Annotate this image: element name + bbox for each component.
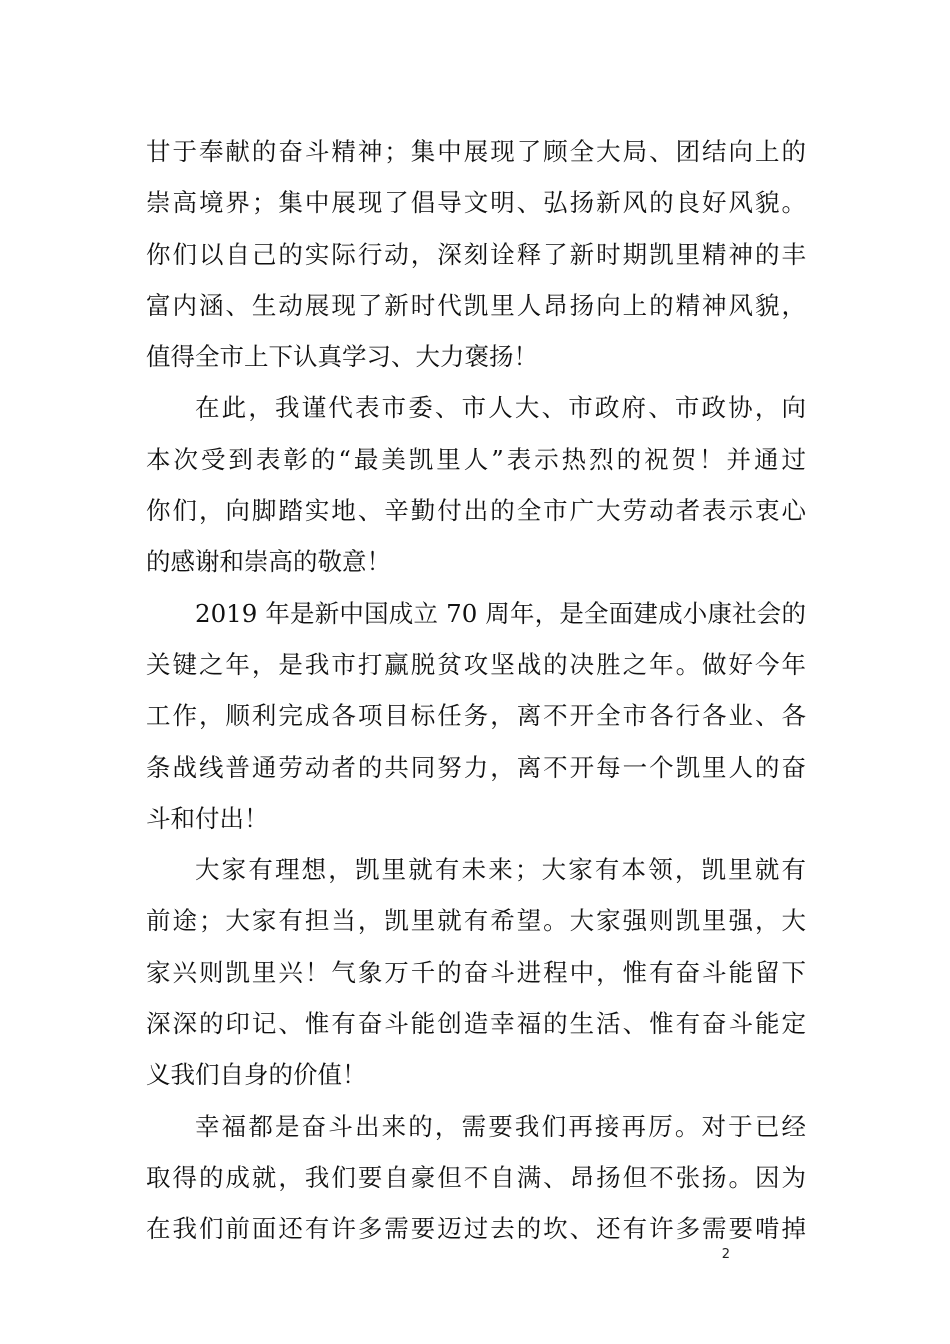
text-line: 工作，顺利完成各项目标任务，离不开全市各行各业、各 <box>146 701 806 731</box>
text-line: 崇高境界；集中展现了倡导文明、弘扬新风的良好风貌。 <box>146 188 806 218</box>
text-line: 在此，我谨代表市委、市人大、市政府、市政协，向 <box>195 393 806 423</box>
text-line: 深深的印记、惟有奋斗能创造幸福的生活、惟有奋斗能定 <box>146 1009 806 1039</box>
text-line: 前途；大家有担当，凯里就有希望。大家强则凯里强，大 <box>146 906 806 936</box>
text-line: 富内涵、生动展现了新时代凯里人昂扬向上的精神风貌， <box>146 290 806 320</box>
text-line: 斗和付出！ <box>146 803 269 833</box>
text-line: 你们以自己的实际行动，深刻诠释了新时期凯里精神的丰 <box>146 239 806 269</box>
text-line: 大家有理想，凯里就有未来；大家有本领，凯里就有 <box>195 855 806 885</box>
text-line: 本次受到表彰的“最美凯里人”表示热烈的祝贺！并通过 <box>146 444 806 474</box>
text-line: 在我们前面还有许多需要迈过去的坎、还有许多需要啃掉 <box>146 1214 806 1244</box>
page-number: 2 <box>721 1247 730 1262</box>
text-line: 2019 年是新中国成立 70 周年，是全面建成小康社会的 <box>195 598 806 628</box>
text-line: 的感谢和崇高的敬意！ <box>146 547 391 577</box>
text-line: 你们，向脚踏实地、辛勤付出的全市广大劳动者表示衷心 <box>146 496 806 526</box>
text-line: 甘于奉献的奋斗精神；集中展现了顾全大局、团结向上的 <box>146 137 806 166</box>
text-line: 值得全市上下认真学习、大力褒扬！ <box>146 342 538 372</box>
text-line: 条战线普通劳动者的共同努力，离不开每一个凯里人的奋 <box>146 752 806 782</box>
text-line: 关键之年，是我市打赢脱贫攻坚战的决胜之年。做好今年 <box>146 649 806 679</box>
text-line: 家兴则凯里兴！气象万千的奋斗进程中，惟有奋斗能留下 <box>146 957 806 987</box>
text-line: 取得的成就，我们要自豪但不自满、昂扬但不张扬。因为 <box>146 1162 806 1192</box>
text-line: 义我们自身的价值！ <box>146 1060 367 1090</box>
document-body <box>146 126 806 1255</box>
text-line: 幸福都是奋斗出来的，需要我们再接再厉。对于已经 <box>195 1111 806 1141</box>
